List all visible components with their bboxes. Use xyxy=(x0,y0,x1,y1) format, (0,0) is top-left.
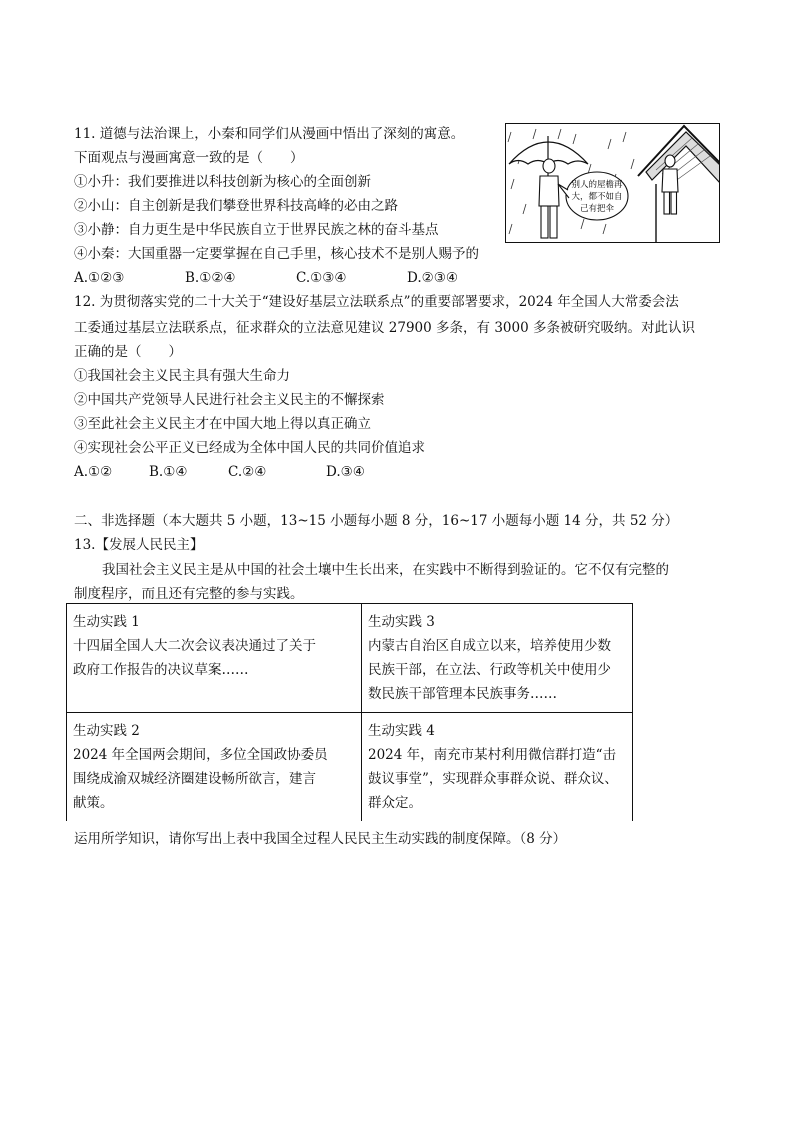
cell-text: 鼓议事堂”，实现群众事群众说、群众议、 xyxy=(368,771,618,787)
cell-title: 生动实践 1 xyxy=(73,614,140,630)
cartoon-image xyxy=(505,123,720,243)
table-cell-practice-2 xyxy=(67,713,362,822)
svg-text:大，都不如自: 大，都不如自 xyxy=(571,192,623,202)
cell-text: 献策。 xyxy=(73,795,114,811)
cell-text: 民族干部，在立法、行政等机关中使用少 xyxy=(368,662,611,678)
q13-intro-line-2: 制度程序，而且还有完整的参与实践。 xyxy=(74,586,304,602)
q13-question: 运用所学知识，请你写出上表中我国全过程人民民主生动实践的制度保障。（8 分） xyxy=(74,831,567,847)
q11-statement-2: ②小山：自主创新是我们攀登世界科技高峰的必由之路 xyxy=(74,198,398,214)
cell-text: 数民族干部管理本民族事务…… xyxy=(368,686,557,702)
q11-statement-4: ④小秦：大国重器一定要掌握在自己手里，核心技术不是别人赐予的 xyxy=(74,246,479,262)
cell-text: 内蒙古自治区自成立以来，培养使用少数 xyxy=(368,638,611,654)
table-cell-practice-1 xyxy=(67,604,362,713)
q13-intro-line-1: 我国社会主义民主是从中国的社会土壤中生长出来，在实践中不断得到验证的。它不仅有完整的 xyxy=(102,562,669,578)
q12-option-a[interactable]: A.①② xyxy=(74,464,113,480)
q11-options xyxy=(74,268,458,288)
house-roof-icon xyxy=(638,126,720,243)
cartoon-drawing xyxy=(506,124,720,243)
speech-bubble xyxy=(558,172,628,220)
q11-option-a[interactable]: A.①②③ xyxy=(74,270,125,286)
q12-stem-line-1: 12. 为贯彻落实党的二十大关于“建设好基层立法联系点”的重要部署要求，2024 年全国人大常委会法 xyxy=(74,294,679,310)
q12-stem-line-3: 正确的是（ ） xyxy=(74,344,182,360)
table-cell-practice-4 xyxy=(362,713,633,822)
svg-text:己有把伞: 己有把伞 xyxy=(579,204,615,214)
cell-text: 围绕成渝双城经济圈建设畅所欲言，建言 xyxy=(73,771,316,787)
cell-text: 政府工作报告的决议草案…… xyxy=(73,662,249,678)
person-with-umbrella-icon xyxy=(539,159,559,238)
q12-statement-1: ①我国社会主义民主具有强大生命力 xyxy=(74,368,290,384)
q11-option-b[interactable]: B.①②④ xyxy=(185,270,236,286)
practice-table xyxy=(66,603,633,821)
q12-statement-2: ②中国共产党领导人民进行社会主义民主的不懈探索 xyxy=(74,392,385,408)
q12-options xyxy=(74,462,365,482)
q11-option-d[interactable]: D.②③④ xyxy=(407,270,458,286)
q11-stem: 11. 道德与法治课上，小秦和同学们从漫画中悟出了深刻的寓意。 xyxy=(74,126,465,142)
cell-title: 生动实践 4 xyxy=(368,723,435,739)
q12-option-c[interactable]: C.②④ xyxy=(228,464,267,480)
q11-statement-1: ①小升：我们要推进以科技创新为核心的全面创新 xyxy=(74,174,371,190)
q12-stem-line-2: 工委通过基层立法联系点，征求群众的立法意见建议 27900 多条，有 3000 多条被研究吸纳。对此认识 xyxy=(74,320,695,336)
cell-text: 十四届全国人大二次会议表决通过了关于 xyxy=(73,638,316,654)
section-heading: 二、非选择题（本大题共 5 小题，13~15 小题每小题 8 分，16~17 小题每小题 14 分，共 52 分） xyxy=(74,513,679,529)
cell-title: 生动实践 2 xyxy=(73,723,140,739)
q11-statement-3: ③小静：自力更生是中华民族自立于世界民族之林的奋斗基点 xyxy=(74,222,439,238)
cell-text: 群众定。 xyxy=(368,795,422,811)
q12-statement-3: ③至此社会主义民主才在中国大地上得以真正确立 xyxy=(74,416,371,432)
cell-text: 2024 年，南充市某村利用微信群打造“击 xyxy=(368,747,617,763)
cell-title: 生动实践 3 xyxy=(368,614,435,630)
table-row xyxy=(67,604,633,713)
table-row xyxy=(67,713,633,822)
svg-text:别人的屋檐再: 别人的屋檐再 xyxy=(571,180,623,190)
q11-option-c[interactable]: C.①③④ xyxy=(296,270,347,286)
q12-statement-4: ④实现社会公平正义已经成为全体中国人民的共同价值追求 xyxy=(74,440,425,456)
cell-text: 2024 年全国两会期间，多位全国政协委员 xyxy=(73,747,328,763)
table-cell-practice-3 xyxy=(362,604,633,713)
q13-title: 13.【发展人民民主】 xyxy=(74,537,204,553)
q12-option-b[interactable]: B.①④ xyxy=(149,464,188,480)
q11-stem-continued: 下面观点与漫画寓意一致的是（ ） xyxy=(74,150,304,166)
q12-option-d[interactable]: D.③④ xyxy=(326,464,365,480)
